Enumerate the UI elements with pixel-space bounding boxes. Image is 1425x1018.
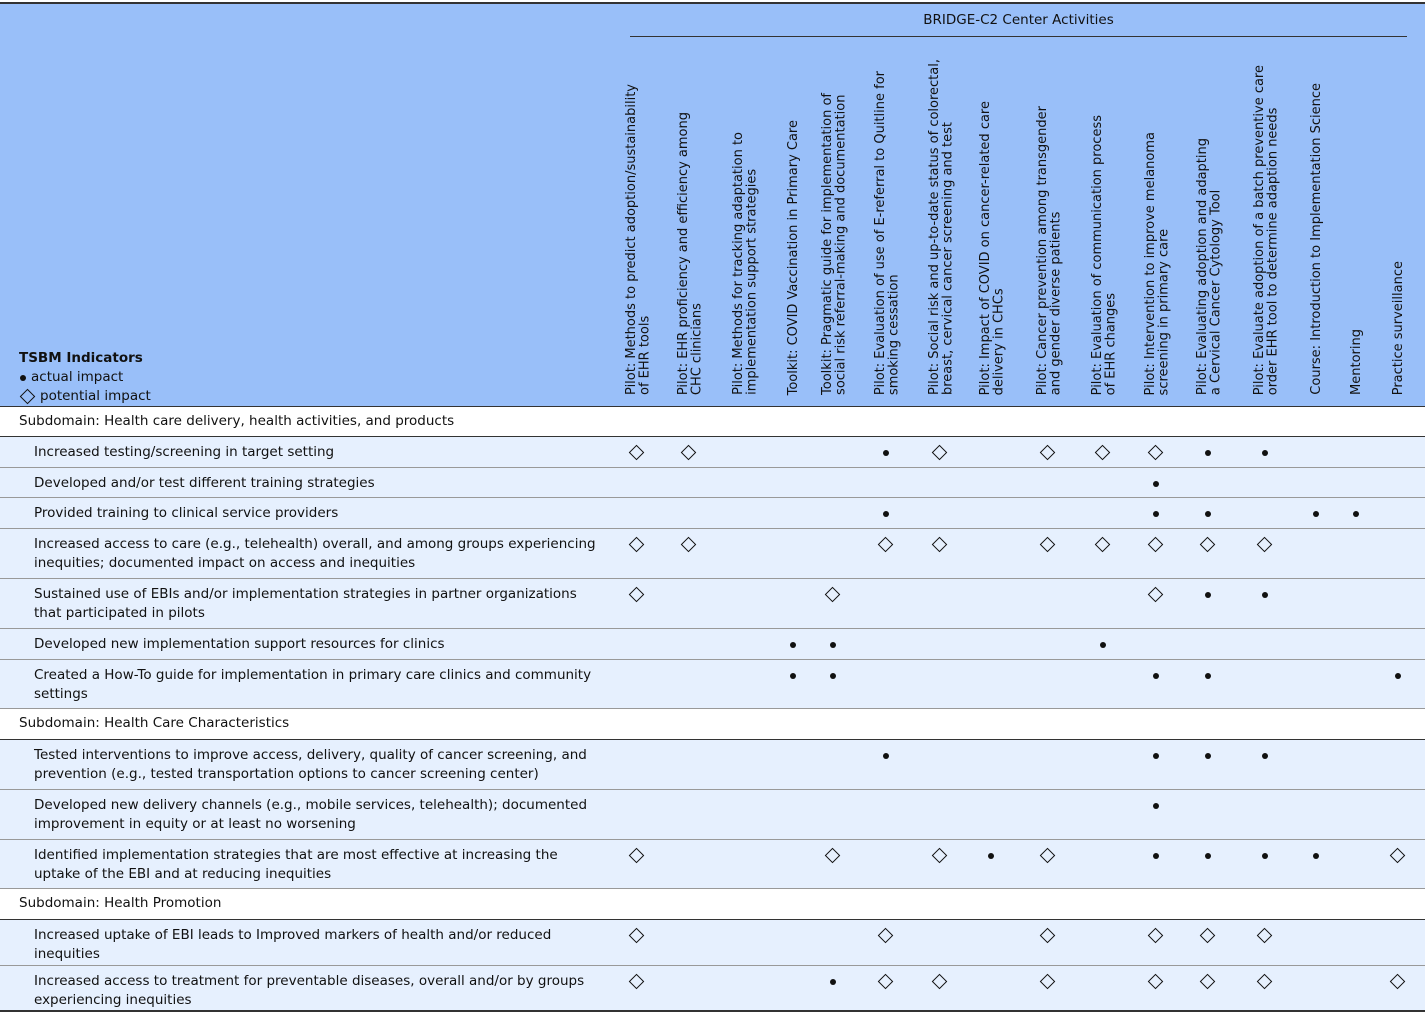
indicator-label: Sustained use of EBIs and/or implementation strategies in partner organizations that participated in pilots: [34, 586, 577, 621]
diamond-icon: [681, 537, 697, 553]
diamond-icon: [932, 848, 948, 864]
column-header: Pilot: Evaluation of use of E-referral to Quitline for smoking cessation: [872, 70, 901, 395]
diamond-icon: [932, 445, 948, 461]
column-header: Course: Introduction to Implementation Science: [1309, 83, 1325, 395]
legend-potential-label: potential impact: [40, 388, 151, 404]
filled-dot-icon: [1313, 511, 1319, 517]
diamond-icon: [1390, 974, 1406, 990]
diamond-icon: [1148, 537, 1164, 553]
indicator-label: Developed new delivery channels (e.g., mobile services, telehealth); documented improvement in equity or at least no worsening: [34, 797, 588, 832]
filled-dot-icon: [1205, 673, 1211, 679]
diamond-icon: [878, 537, 894, 553]
diamond-icon: [1095, 445, 1111, 461]
column-header: Pilot: EHR proficiency and efficiency among CHC clinicians: [675, 111, 704, 395]
table-row: [0, 437, 1425, 468]
column-header: Toolkit: COVID Vaccination in Primary Care: [786, 119, 802, 395]
column-header: Pilot: Evaluation of communication process of EHR changes: [1089, 114, 1118, 395]
filled-dot-icon: [790, 673, 796, 679]
filled-dot-icon: [1153, 673, 1159, 679]
diamond-icon: [1040, 848, 1056, 864]
diamond-icon: [681, 445, 697, 461]
filled-dot-icon: [1353, 511, 1359, 517]
diamond-icon: [932, 974, 948, 990]
table-row: [0, 660, 1425, 709]
table-row: [0, 840, 1425, 889]
filled-dot-icon: [830, 979, 836, 985]
subdomain-row: [0, 407, 1425, 437]
filled-dot-icon: [883, 753, 889, 759]
column-header: Pilot: Cancer prevention among transgender and gender diverse patients: [1034, 105, 1063, 395]
subdomain-label: Subdomain: Health Promotion: [19, 895, 222, 911]
filled-dot-icon: [1262, 753, 1268, 759]
filled-dot-icon: [1205, 753, 1211, 759]
diamond-icon: [1390, 848, 1406, 864]
diamond-icon: [1257, 974, 1273, 990]
diamond-icon: [1148, 587, 1164, 603]
group-title: BRIDGE-C2 Center Activities: [923, 12, 1114, 28]
filled-dot-icon: [1262, 853, 1268, 859]
diamond-icon: [629, 974, 645, 990]
diamond-icon: [932, 537, 948, 553]
diamond-icon: [1040, 928, 1056, 944]
diamond-icon: [1148, 974, 1164, 990]
group-rule: [630, 36, 1407, 37]
subdomain-row: [0, 889, 1425, 920]
filled-dot-icon: [790, 642, 796, 648]
filled-dot-icon: [1262, 592, 1268, 598]
indicator-label: Tested interventions to improve access, delivery, quality of cancer screening, and prevention (e.g., tested transportation options to cancer screening center): [34, 747, 587, 782]
legend-title: TSBM Indicators: [19, 350, 143, 366]
filled-dot-icon: [1205, 450, 1211, 456]
table-row: [0, 529, 1425, 579]
legend-potential: [19, 387, 151, 406]
filled-dot-icon: [883, 450, 889, 456]
filled-dot-icon: [988, 853, 994, 859]
filled-dot-icon: [1153, 511, 1159, 517]
filled-dot-icon: [20, 375, 26, 381]
filled-dot-icon: [1153, 753, 1159, 759]
diamond-icon: [629, 445, 645, 461]
table-row: [0, 920, 1425, 966]
diamond-icon: [629, 848, 645, 864]
diamond-icon: [1257, 928, 1273, 944]
table-row: [0, 740, 1425, 790]
indicator-label: Identified implementation strategies that are most effective at increasing the uptake of the EBI and at reducing inequities: [34, 847, 558, 882]
filled-dot-icon: [1395, 673, 1401, 679]
filled-dot-icon: [1313, 853, 1319, 859]
diamond-icon: [1257, 537, 1273, 553]
filled-dot-icon: [1100, 642, 1106, 648]
column-header: Pilot: Impact of COVID on cancer-related care delivery in CHCs: [977, 100, 1006, 395]
filled-dot-icon: [883, 511, 889, 517]
legend-actual: [19, 368, 151, 387]
legend-actual-label: actual impact: [31, 369, 124, 385]
column-header: Pilot: Methods to predict adoption/sustainability of EHR tools: [623, 84, 652, 395]
column-header: Pilot: Evaluating adoption and adapting a Cervical Cancer Cytology Tool: [1194, 137, 1223, 395]
table-row: [0, 468, 1425, 498]
filled-dot-icon: [1205, 511, 1211, 517]
filled-dot-icon: [1153, 481, 1159, 487]
indicator-label: Increased access to care (e.g., telehealth) overall, and among groups experiencing inequities; documented impact on access and inequities: [34, 536, 596, 571]
subdomain-label: Subdomain: Health care delivery, health activities, and products: [19, 413, 455, 429]
indicator-label: Developed new implementation support resources for clinics: [34, 636, 445, 652]
diamond-icon: [825, 848, 841, 864]
table-row: [0, 498, 1425, 529]
column-header: Toolkit: Pragmatic guide for implementation of social risk referral-making and documentation: [819, 93, 848, 395]
diamond-icon: [629, 537, 645, 553]
column-header: Pilot: Social risk and up-to-date status of colorectal, breast, cervical cancer screening and test: [926, 58, 955, 395]
diamond-icon: [629, 587, 645, 603]
column-header: Pilot: Methods for tracking adaptation to implementation support strategies: [730, 132, 759, 395]
legend: [19, 349, 151, 406]
diamond-icon: [1148, 445, 1164, 461]
filled-dot-icon: [830, 642, 836, 648]
table-row: [0, 579, 1425, 629]
filled-dot-icon: [1153, 853, 1159, 859]
diamond-icon: [878, 928, 894, 944]
subdomain-label: Subdomain: Health Care Characteristics: [19, 715, 290, 731]
column-header: Mentoring: [1349, 329, 1365, 395]
indicator-label: Developed and/or test different training strategies: [34, 475, 375, 491]
table-row: [0, 790, 1425, 840]
diamond-icon: [825, 587, 841, 603]
column-header: Pilot: Intervention to improve melanoma screening in primary care: [1142, 131, 1171, 395]
filled-dot-icon: [1153, 803, 1159, 809]
indicator-label: Increased uptake of EBI leads to Improved markers of health and/or reduced inequities: [34, 927, 552, 962]
diamond-icon: [1040, 445, 1056, 461]
diamond-icon: [1095, 537, 1111, 553]
subdomain-row: [0, 709, 1425, 740]
filled-dot-icon: [1262, 450, 1268, 456]
filled-dot-icon: [830, 673, 836, 679]
diamond-icon: [1200, 928, 1216, 944]
indicator-label: Created a How-To guide for implementation in primary care clinics and community settings: [34, 667, 592, 702]
diamond-icon: [20, 389, 36, 405]
diamond-icon: [1040, 537, 1056, 553]
filled-dot-icon: [1205, 853, 1211, 859]
indicator-label: Provided training to clinical service providers: [34, 505, 339, 521]
table-row: [0, 966, 1425, 1012]
diamond-icon: [1200, 974, 1216, 990]
indicator-label: Increased testing/screening in target setting: [34, 444, 335, 460]
column-header: Pilot: Evaluate adoption of a batch preventive care order EHR tool to determine adaption needs: [1251, 64, 1280, 395]
diamond-icon: [1148, 928, 1164, 944]
table-row: [0, 629, 1425, 660]
diamond-icon: [878, 974, 894, 990]
table-header: [0, 2, 1425, 407]
column-header: Practice surveillance: [1391, 260, 1407, 395]
filled-dot-icon: [1205, 592, 1211, 598]
diamond-icon: [1040, 974, 1056, 990]
indicator-label: Increased access to treatment for preventable diseases, overall and/or by groups experiencing inequities: [34, 973, 585, 1008]
diamond-icon: [629, 928, 645, 944]
diamond-icon: [1200, 537, 1216, 553]
